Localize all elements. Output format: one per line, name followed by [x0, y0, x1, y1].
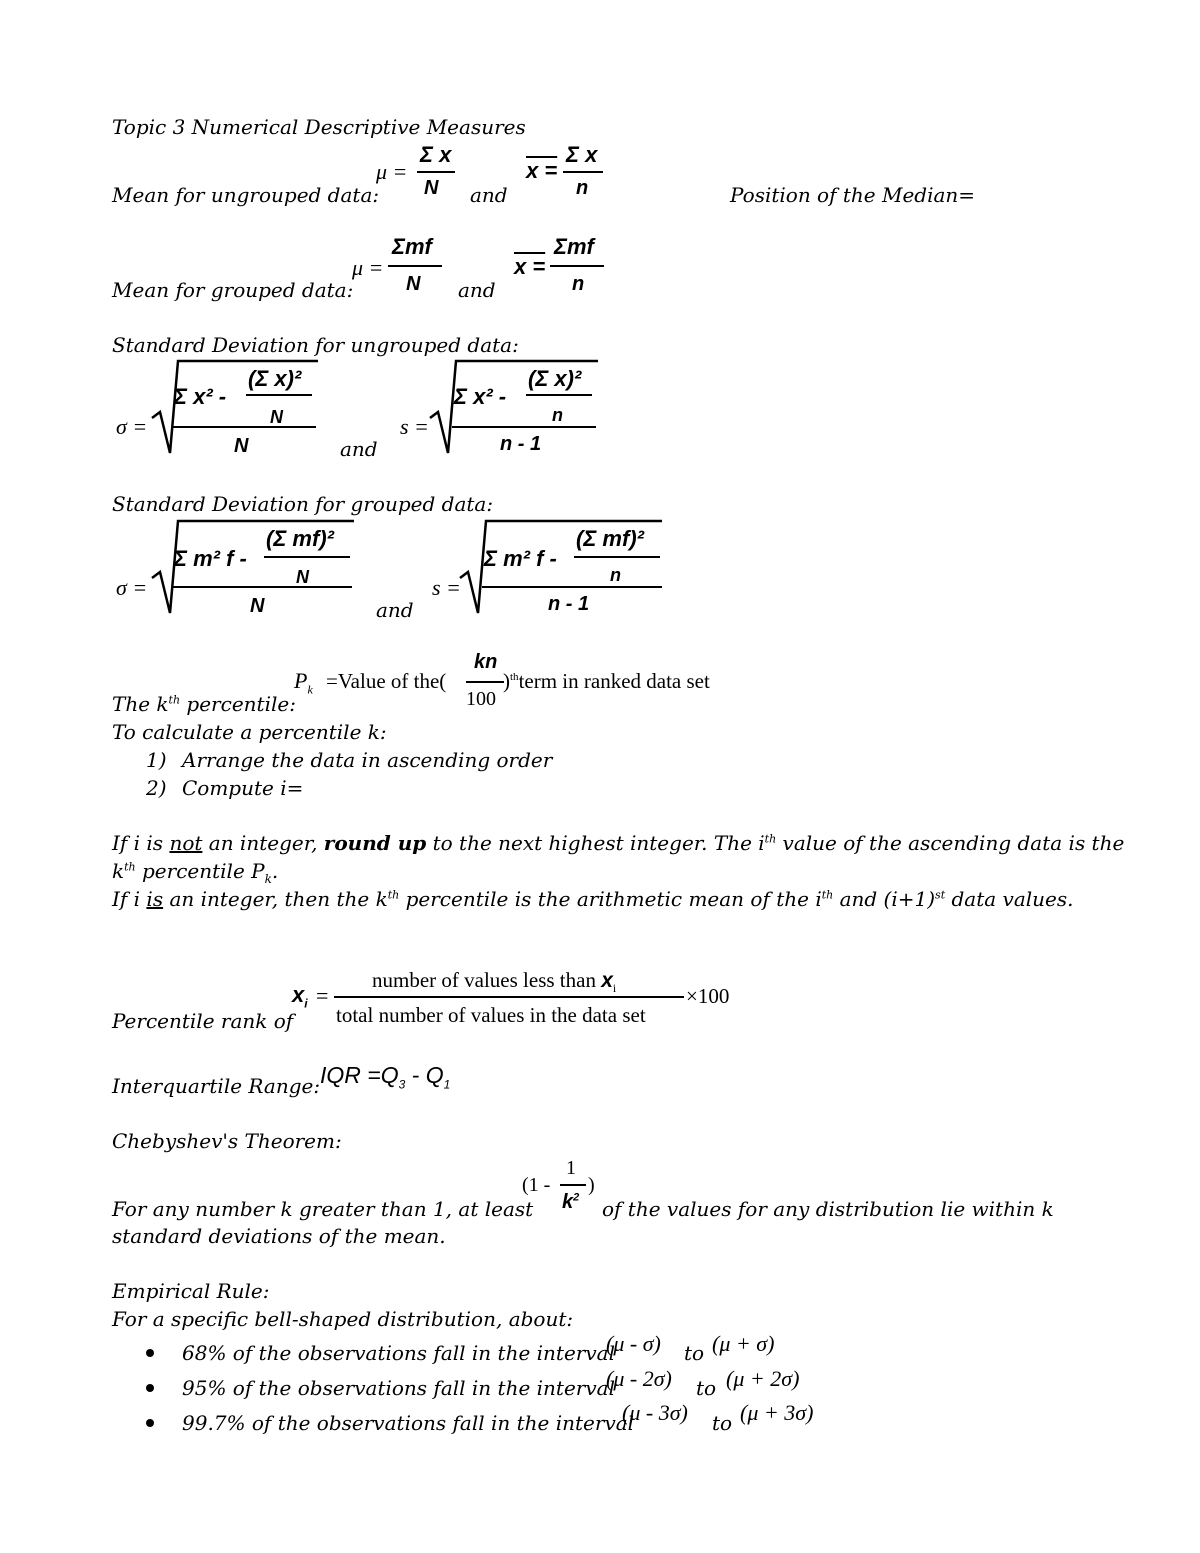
empirical-intro: For a specific bell-shaped distribution, about: [112, 1307, 574, 1331]
fraction-bar [466, 681, 504, 683]
bullet [146, 1349, 154, 1357]
percentile-formula-b: )$^{th}$term in ranked data set [503, 669, 710, 693]
step-number-1: 1) [146, 748, 167, 772]
empirical-item-95: 95% of the observations fall in the interval [182, 1376, 615, 1400]
fraction-bar [526, 394, 592, 396]
sum-x-squared-num: (Σ x)² [248, 366, 302, 391]
one-minus: (1 - [522, 1174, 551, 1196]
mean-grouped-label: Mean for grouped data: [112, 278, 354, 302]
s-equals: s = [432, 575, 461, 600]
sum-mf-squared-num-sample: (Σ mf)² [576, 526, 644, 551]
iqr-label: Interquartile Range: [112, 1074, 321, 1098]
rule-not-integer-cont: $k^{th}$ percentile $P_k$. [112, 859, 279, 886]
sum-mf-squared-num: (Σ mf)² [266, 526, 334, 551]
sum-x2-term-sample: Σ x² - [454, 384, 507, 409]
fraction-bar [574, 556, 660, 558]
mean-ungrouped-label: Mean for ungrouped data: [112, 183, 380, 207]
interval-low: (μ - 2σ) [606, 1366, 672, 1391]
empirical-item-99-7: 99.7% of the observations fall in the interval [182, 1411, 635, 1435]
percentile-rank-numerator: number of values less than $x_i$ [372, 968, 617, 996]
interval-high: (μ + 2σ) [726, 1366, 800, 1391]
bullet [146, 1384, 154, 1392]
pk-symbol: $P_k$ [294, 668, 313, 697]
sum-x2-term: Σ x² - [174, 384, 227, 409]
and-text: and [340, 437, 378, 461]
fraction-bar [388, 265, 442, 267]
chebyshev-line1-b: of the values for any distribution lie within k [602, 1197, 1054, 1221]
percentile-rank-label: Percentile rank of [112, 1009, 294, 1033]
chebyshev-label: Chebyshev's Theorem: [112, 1129, 342, 1153]
step-number-2: 2) [146, 776, 167, 800]
n-minus-1-den: n - 1 [548, 593, 590, 615]
interval-high: (μ + σ) [712, 1331, 775, 1356]
percentile-calc-heading: To calculate a percentile k: [112, 720, 387, 744]
fraction-bar [172, 586, 352, 588]
percentile-rank-denominator: total number of values in the data set [336, 1003, 646, 1027]
mu-equals: μ = [376, 159, 408, 184]
fraction-bar [550, 265, 604, 267]
empirical-item-68: 68% of the observations fall in the interval [182, 1341, 615, 1365]
N-den: N [250, 595, 265, 617]
percentile-formula-a: =Value of the( [326, 669, 447, 693]
percentile-label: The $k^{th}$ percentile: [112, 692, 296, 716]
sum-x-squared-num-sample: (Σ x)² [528, 366, 582, 391]
interval-low: (μ - σ) [606, 1331, 661, 1356]
rule-not-integer: If i is not an integer, round up to the next highest integer. The $i^{th}$ value of the ascending data is the [112, 831, 1125, 855]
fraction-bar [560, 1184, 586, 1186]
fraction-bar [417, 171, 455, 173]
and-text: and [458, 278, 496, 302]
to-text: to [712, 1411, 733, 1435]
sigma-equals: σ = [116, 575, 148, 600]
fraction-bar [246, 394, 312, 396]
iqr-formula: IQR $=Q_3 - Q_1$ [320, 1062, 451, 1092]
sigma-equals: σ = [116, 414, 148, 439]
s-equals: s = [400, 414, 429, 439]
n-inner-den: n [610, 565, 621, 585]
interval-low: (μ - 3σ) [622, 1400, 688, 1425]
mu-equals: μ = [352, 255, 384, 280]
equals-sign: = [316, 983, 329, 1008]
to-text: to [684, 1341, 705, 1365]
sum-x-numerator-sample: Σ x [566, 142, 598, 167]
N-inner-den: N [270, 407, 283, 427]
times-100: ×100 [686, 984, 730, 1008]
chebyshev-line2: standard deviations of the mean. [112, 1224, 446, 1248]
bullet [146, 1419, 154, 1427]
xi-symbol: $x_i$ [292, 982, 308, 1011]
fraction-bar [334, 996, 684, 998]
fraction-bar [482, 586, 662, 588]
rule-is-integer: If i is an integer, then the $k^{th}$ percentile is the arithmetic mean of the $i^{th}$ and $(i+1)^{st}$ data values. [112, 887, 1074, 911]
N-den: N [234, 435, 249, 457]
n-denominator: n [576, 177, 589, 199]
sum-m2f-term-sample: Σ m² f - [484, 546, 557, 571]
page-title: Topic 3 Numerical Descriptive Measures [112, 115, 526, 139]
sd-ungrouped-label: Standard Deviation for ungrouped data: [112, 333, 519, 357]
fraction-bar [452, 426, 596, 428]
empirical-label: Empirical Rule: [112, 1279, 270, 1303]
k-squared-den: $k^2$ [562, 1191, 580, 1213]
and-text: and [376, 598, 414, 622]
step-2-text: Compute i= [182, 776, 304, 800]
N-denominator: N [406, 273, 421, 295]
n-minus-1-den: n - 1 [500, 433, 542, 455]
fraction-bar [172, 426, 316, 428]
xbar-equals: x = [526, 158, 558, 183]
sum-mf-numerator: Σmf [392, 234, 432, 259]
kn-numerator: kn [474, 651, 498, 673]
N-inner-den: N [296, 567, 309, 587]
step-1-text: Arrange the data in ascending order [182, 748, 553, 772]
100-denominator: 100 [466, 688, 496, 710]
close-paren: ) [588, 1174, 595, 1196]
and-text: and [470, 183, 508, 207]
xbar-equals: x = [514, 254, 546, 279]
interval-high: (μ + 3σ) [740, 1400, 814, 1425]
median-position-label: Position of the Median= [730, 183, 976, 207]
fraction-bar [264, 556, 350, 558]
to-text: to [696, 1376, 717, 1400]
N-denominator: N [424, 177, 439, 199]
n-denominator: n [572, 273, 585, 295]
chebyshev-line1: For any number k greater than 1, at least [112, 1197, 534, 1221]
sum-m2f-term: Σ m² f - [174, 546, 247, 571]
sd-grouped-label: Standard Deviation for grouped data: [112, 492, 494, 516]
sum-x-numerator: Σ x [420, 142, 452, 167]
sum-mf-numerator-sample: Σmf [554, 234, 594, 259]
n-inner-den: n [552, 405, 563, 425]
one-numerator: 1 [566, 1157, 576, 1179]
fraction-bar [563, 171, 603, 173]
